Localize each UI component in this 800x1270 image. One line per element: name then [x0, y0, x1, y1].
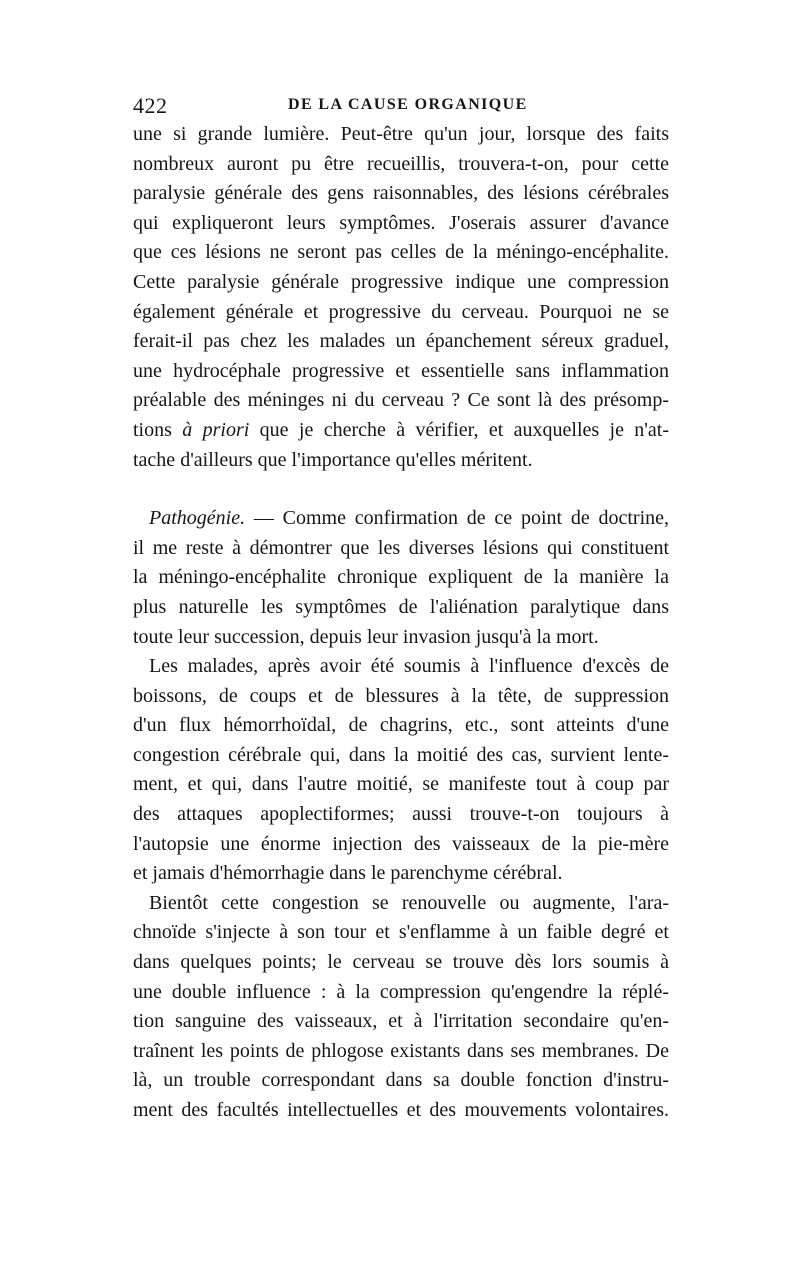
text-line: également générale et progressive du cerveau. Pourquoi ne se: [133, 300, 669, 323]
text-line: Bientôt cette congestion se renouvelle ou augmente, l'ara-: [149, 891, 669, 914]
paragraph-pathogenie: [133, 504, 669, 652]
text-line: traînent les points de phlogose existants dans ses membranes. De: [133, 1039, 669, 1062]
body-text: [133, 120, 669, 1126]
text-line: ment des facultés intellectuelles et des mouvements volontaires.: [133, 1099, 669, 1121]
text-line: paralysie générale des gens raisonnables, des lésions cérébrales: [133, 182, 669, 205]
text-line: Les malades, après avoir été soumis à l'influence d'excès de: [149, 655, 669, 678]
text-line-with-italic: [133, 416, 669, 446]
text-line: ferait-il pas chez les malades un épanchement séreux graduel,: [133, 330, 669, 353]
text-line: dans quelques points; le cerveau se trouve dès lors soumis à: [133, 951, 669, 974]
text-line: il me reste à démontrer que les diverses lésions qui constituent: [133, 536, 669, 559]
text-line: la méningo-encéphalite chronique expliquent de la manière la: [133, 566, 669, 589]
text-line-with-heading: [133, 504, 669, 534]
text-line: une si grande lumière. Peut-être qu'un jour, lorsque des faits: [133, 123, 669, 145]
page-number: 422: [133, 93, 168, 118]
italic-phrase: à priori: [182, 418, 250, 441]
running-head: [133, 93, 669, 121]
text-segment: que je cherche à vérifier, et auxquelles je n'at-: [259, 418, 670, 441]
text-line: tache d'ailleurs que l'importance qu'elles méritent.: [133, 448, 533, 471]
text-line: une hydrocéphale progressive et essentielle sans inflammation: [133, 359, 669, 382]
text-line: congestion cérébrale qui, dans la moitié des cas, survient lente-: [133, 743, 669, 766]
text-line: préalable des méninges ni du cerveau ? Ce sont là des présomp-: [133, 389, 669, 412]
text-line: des attaques apoplectiformes; aussi trouve-t-on toujours à: [133, 803, 669, 826]
text-line: d'un flux hémorrhoïdal, de chagrins, etc., sont atteints d'une: [133, 714, 669, 737]
text-line: toute leur succession, depuis leur invasion jusqu'à la mort.: [133, 625, 599, 648]
text-line: là, un trouble correspondant dans sa double fonction d'instru-: [133, 1069, 669, 1092]
text-line: nombreux auront pu être recueillis, trouvera-t-on, pour cette: [133, 152, 669, 175]
text-line: l'autopsie une énorme injection des vaisseaux de la pie-mère: [133, 832, 669, 855]
running-title: DE LA CAUSE ORGANIQUE: [288, 96, 528, 113]
text-segment: — Comme confirmation de ce point de doctrine,: [253, 507, 669, 530]
text-line: qui expliqueront leurs symptômes. J'oserais assurer d'avance: [133, 211, 669, 234]
paragraph-3: [133, 652, 669, 889]
text-line: et jamais d'hémorrhagie dans le parenchyme cérébral.: [133, 862, 563, 885]
text-line: tion sanguine des vaisseaux, et à l'irritation secondaire qu'en-: [133, 1010, 669, 1033]
text-line: boissons, de coups et de blessures à la tête, de suppression: [133, 684, 669, 707]
text-line: une double influence : à la compression qu'engendre la réplé-: [133, 980, 669, 1003]
text-line: Cette paralysie générale progressive indique une compression: [133, 270, 669, 293]
text-line: plus naturelle les symptômes de l'aliénation paralytique dans: [133, 595, 669, 618]
paragraph-gap: [133, 475, 669, 504]
text-line: ment, et qui, dans l'autre moitié, se manifeste tout à coup par: [133, 773, 669, 796]
section-heading: Pathogénie.: [149, 507, 246, 530]
text-line: que ces lésions ne seront pas celles de la méningo-encéphalite.: [133, 241, 669, 264]
text-segment: tions: [133, 418, 172, 441]
paragraph-1: [133, 120, 669, 475]
paragraph-4: [133, 889, 669, 1126]
text-line: chnoïde s'injecte à son tour et s'enflamme à un faible degré et: [133, 921, 669, 944]
